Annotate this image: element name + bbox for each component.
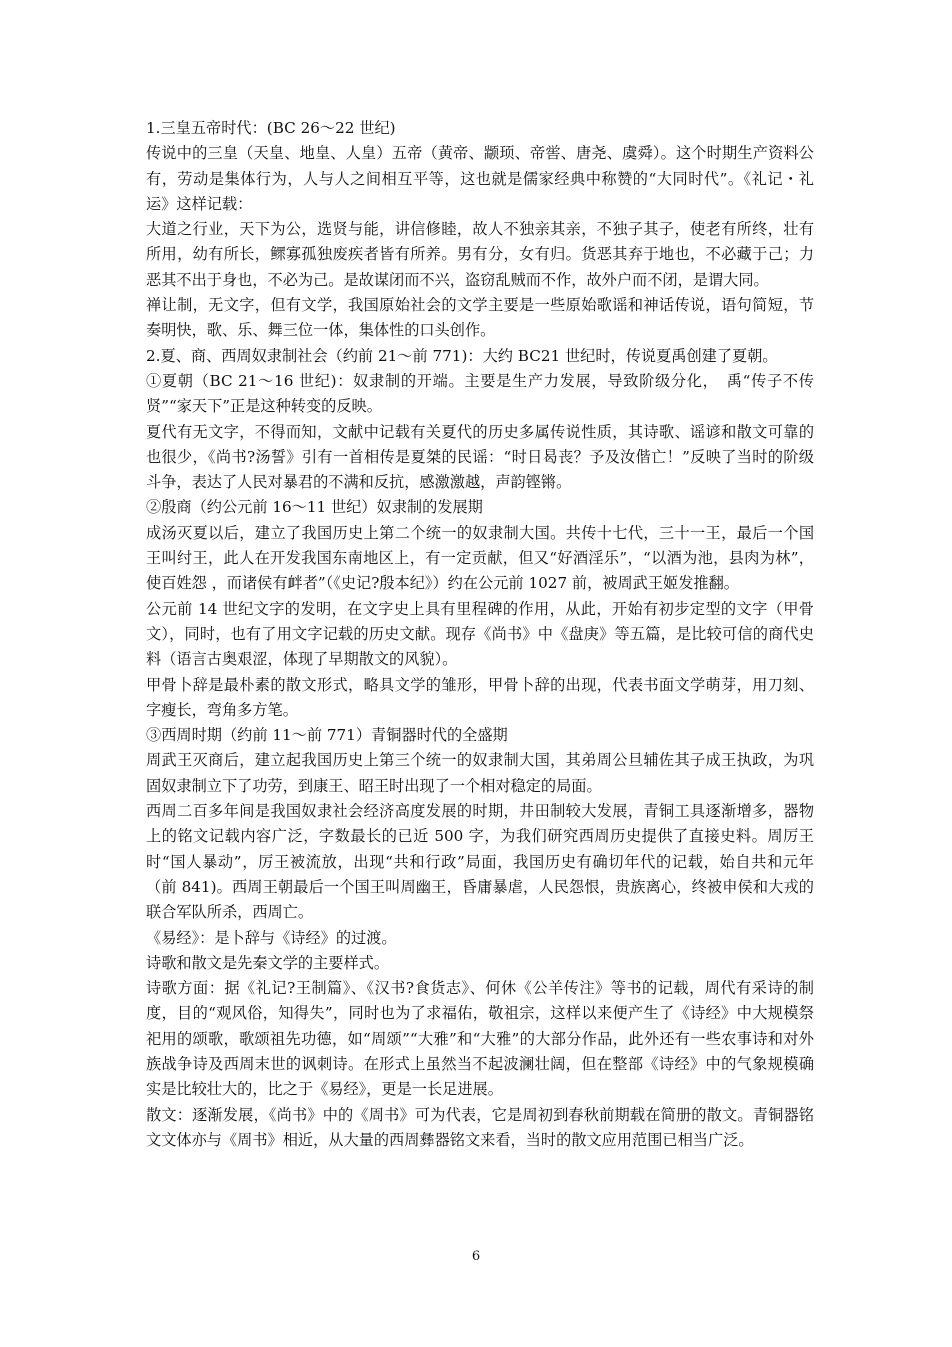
paragraph: 《易经》：是卜辞与《诗经》的过渡。 [146, 928, 397, 947]
section-heading-2: 2.夏、商、西周奴隶制社会（约前 21～前 771)：大约 BC21 世纪时，传说夏禹创建了夏朝。 [146, 346, 778, 365]
body-text [146, 116, 814, 1153]
paragraph: 甲骨卜辞是最朴素的散文形式，略具文学的雏形，甲骨卜辞的出现，代表书面文学萌芽，用刀刻、字瘦长，弯角多方笔。 [146, 675, 814, 719]
subsection-zhou-heading: ③西周时期（约前 11～前 771）青铜器时代的全盛期 [146, 726, 508, 745]
paragraph: 禅让制，无文字，但有文学，我国原始社会的文学主要是一些原始歌谣和神话传说，语句简短，节奏明快，歌、乐、舞三位一体，集体性的口头创作。 [146, 296, 814, 340]
paragraph: 公元前 14 世纪文字的发明，在文字史上具有里程碑的作用，从此，开始有初步定型的文字（甲骨文），同时，也有了用文字记载的历史文献。现存《尚书》中《盘庚》等五篇，是比较可信的商代史料（语言古奥艰涩，体现了早期散文的风貌）。 [146, 599, 814, 669]
paragraph: 散文：逐渐发展，《尚书》中的《周书》可为代表，它是周初到春秋前期载在简册的散文。青铜器铭文文体亦与《周书》相近，从大量的西周彝器铭文来看，当时的散文应用范围已相当广泛。 [146, 1105, 814, 1149]
paragraph: 夏代有无文字，不得而知，文献中记载有关夏代的历史多属传说性质，其诗歌、谣谚和散文可靠的也很少，《尚书?汤誓》引有一首相传是夏桀的民谣：“时日曷丧？予及汝偕亡！”反映了当时的阶级斗争，表达了人民对暴君的不满和反抗，感激激越，声韵铿锵。 [146, 422, 814, 492]
subsection-xia: ①夏朝（BC 21～16 世纪)：奴隶制的开端。主要是生产力发展，导致阶级分化， 禹“传子不传贤”“家天下”正是这种转变的反映。 [146, 371, 814, 416]
quotation: 大道之行业，天下为公，选贤与能，讲信修睦，故人不独亲其亲，不独子其子，使老有所终，壮有所用，幼有所长，鳏寡孤独废疾者皆有所养。男有分，女有归。货恶其弃于地也，不必藏于己；力恶其不出于身也，不必为己。是故谋闭而不兴，盗窃乱贼而不作，故外户而不闭，是谓大同。 [146, 220, 814, 289]
paragraph: 诗歌和散文是先秦文学的主要样式。 [146, 953, 389, 972]
page-number: 6 [471, 1249, 481, 1264]
section-heading-1: 1.三皇五帝时代：(BC 26～22 世纪) [146, 119, 396, 137]
paragraph: 西周二百多年间是我国奴隶社会经济高度发展的时期，井田制较大发展，青铜工具逐渐增多，器物上的铭文记载内容广泛，字数最长的已近 500 字，为我们研究西周历史提供了直接史料。周厉王时“国人暴动”，厉王被流放，出现“共和行政”局面，我国历史有确切年代的记载，始自共和元年（前 841)。西周王朝最后一个国王叫周幽王，昏庸暴虐，人民怨恨，贵族离心，终被申侯和大戎的联合军队所杀，西周亡。 [146, 802, 814, 922]
subsection-shang-heading: ②殷商（约公元前 16～11 世纪）奴隶制的发展期 [146, 498, 483, 517]
paragraph: 传说中的三皇（天皇、地皇、人皇）五帝（黄帝、颛顼、帝喾、唐尧、虞舜）。这个时期生产资料公有，劳动是集体行为，人与人之间相互平等，这也就是儒家经典中称赞的“大同时代”。《礼记・礼运》这样记载： [146, 144, 814, 213]
paragraph: 周武王灭商后，建立起我国历史上第三个统一的奴隶制大国，其弟周公旦辅佐其子成王执政，为巩固奴隶制立下了功劳，到康王、昭王时出现了一个相对稳定的局面。 [146, 751, 814, 795]
paragraph: 诗歌方面：据《礼记?王制篇》、《汉书?食货志》、何休《公羊传注》等书的记载，周代有采诗的制度，目的“观风俗，知得失”，同时也为了求福佑，敬祖宗，这样以来便产生了《诗经》中大规模祭祀用的颂歌，歌颂祖先功德，如“周颂”“大雅”和“大雅”的大部分作品，此外还有一些农事诗和对外族战争诗及西周末世的讽刺诗。在形式上虽然当不起波澜壮阔，但在整部《诗经》中的气象规模确实是比较壮大的，比之于《易经》，更是一长足进展。 [146, 979, 814, 1099]
paragraph: 成汤灭夏以后，建立了我国历史上第二个统一的奴隶制大国。共传十七代，三十一王，最后一个国王叫纣王，此人在开发我国东南地区上，有一定贡献，但又“好酒淫乐”，“以酒为池，县肉为林”，使百姓怨 ，而诸侯有衅者”（《史记?殷本纪》）约在公元前 1027 前，被周武王姬发推翻。 [146, 523, 814, 593]
